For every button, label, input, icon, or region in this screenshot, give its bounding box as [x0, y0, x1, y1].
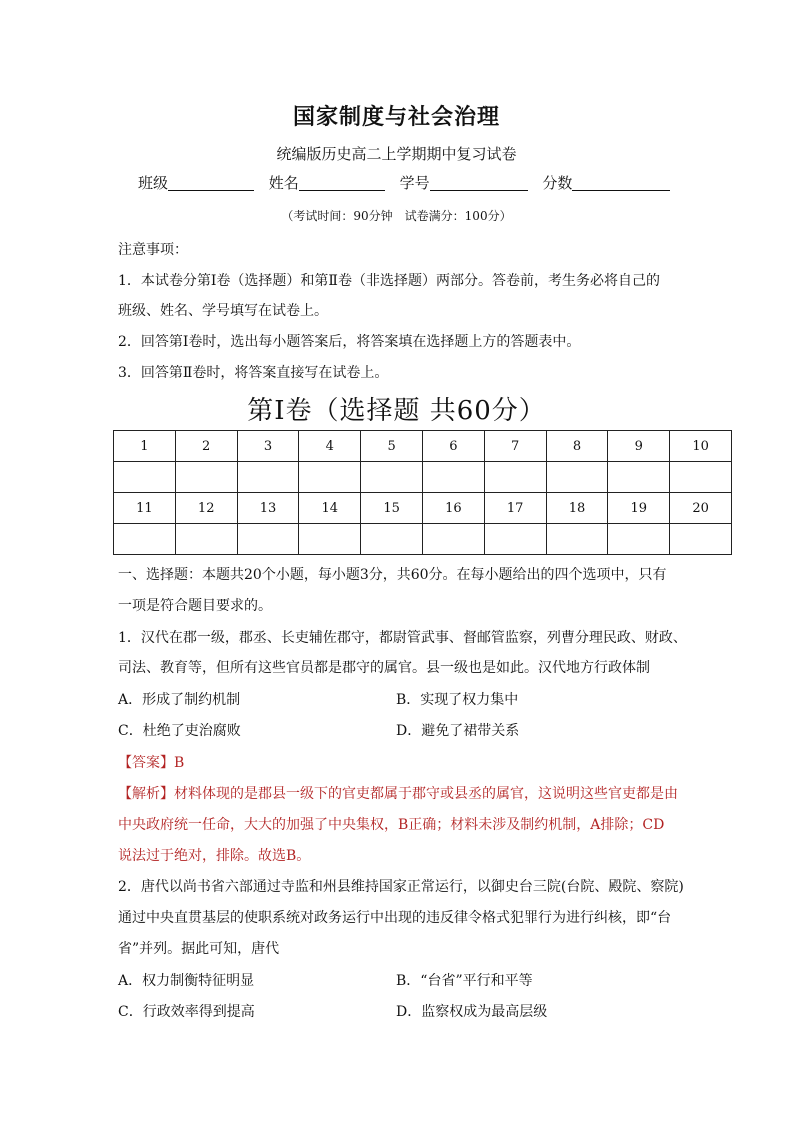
grid-number-cell: 18 [546, 493, 608, 524]
answer-cell[interactable] [299, 524, 361, 555]
notes-item-2: 2．回答第Ⅰ卷时，选出每小题答案后，将答案填在选择题上方的答题表中。 [118, 334, 581, 350]
answer-grid [113, 430, 732, 555]
grid-number-cell: 10 [670, 431, 732, 462]
grid-number-cell: 2 [175, 431, 237, 462]
grid-number-row-1 [114, 431, 732, 462]
question-2-option-d[interactable]: D．监察权成为最高层级 [396, 1004, 548, 1020]
answer-cell[interactable] [299, 462, 361, 493]
grid-number-cell: 14 [299, 493, 361, 524]
answer-cell[interactable] [114, 462, 176, 493]
question-1-option-c[interactable]: C．杜绝了吏治腐败 [118, 723, 241, 739]
grid-number-cell: 20 [670, 493, 732, 524]
student-info-row [138, 172, 680, 193]
answer-cell[interactable] [114, 524, 176, 555]
grid-number-cell: 16 [422, 493, 484, 524]
answer-cell[interactable] [484, 524, 546, 555]
answer-cell[interactable] [175, 462, 237, 493]
grid-number-cell: 15 [361, 493, 423, 524]
answer-cell[interactable] [422, 524, 484, 555]
instructions-line-2: 一项是符合题目要求的。 [118, 598, 272, 614]
question-2-line-3: 省”并列。据此可知，唐代 [118, 941, 280, 957]
question-1-analysis-line-1: 【解析】材料体现的是郡县一级下的官吏都属于郡守或县丞的属官，这说明这些官吏都是由 [118, 786, 678, 802]
question-1-line-1: 1．汉代在郡一级，郡丞、长吏辅佐郡守，都尉管武事、督邮管监察，列曹分理民政、财政、 [118, 630, 687, 646]
grid-number-row-2 [114, 493, 732, 524]
grid-number-cell: 5 [361, 431, 423, 462]
grid-number-cell: 6 [422, 431, 484, 462]
question-2-line-1: 2．唐代以尚书省六部通过寺监和州县维持国家正常运行，以御史台三院(台院、殿院、察院) [118, 879, 684, 895]
question-2-option-c[interactable]: C．行政效率得到提高 [118, 1004, 255, 1020]
grid-number-cell: 12 [175, 493, 237, 524]
score-blank[interactable] [572, 174, 670, 191]
exam-title: 国家制度与社会治理 [292, 104, 500, 130]
student-id-field[interactable] [400, 172, 528, 193]
question-1-line-2: 司法、教育等，但所有这些官员都是郡守的属官。县一级也是如此。汉代地方行政体制 [118, 660, 650, 676]
answer-cell[interactable] [608, 462, 670, 493]
answer-cell[interactable] [546, 524, 608, 555]
answer-cell[interactable] [237, 524, 299, 555]
answer-cell[interactable] [361, 524, 423, 555]
grid-number-cell: 1 [114, 431, 176, 462]
notes-heading: 注意事项： [118, 242, 188, 258]
answer-cell[interactable] [361, 462, 423, 493]
answer-cell[interactable] [546, 462, 608, 493]
grid-number-cell: 17 [484, 493, 546, 524]
question-1-analysis-line-3: 说法过于绝对，排除。故选B。 [118, 848, 311, 864]
exam-time-note: （考试时间：90分钟 试卷满分：100分） [281, 209, 512, 223]
name-blank[interactable] [299, 174, 385, 191]
answer-cell[interactable] [175, 524, 237, 555]
grid-number-cell: 8 [546, 431, 608, 462]
question-1-option-b[interactable]: B．实现了权力集中 [396, 692, 519, 708]
student-id-label: 学号 [399, 174, 430, 192]
exam-subtitle: 统编版历史高二上学期期中复习试卷 [276, 145, 517, 163]
question-2-option-a[interactable]: A．权力制衡特征明显 [118, 973, 255, 989]
grid-number-cell: 4 [299, 431, 361, 462]
grid-number-cell: 11 [114, 493, 176, 524]
grid-number-cell: 9 [608, 431, 670, 462]
answer-cell[interactable] [670, 462, 732, 493]
instructions-line-1: 一、选择题：本题共20个小题，每小题3分，共60分。在每小题给出的四个选项中，只有 [118, 567, 667, 583]
question-1-answer: 【答案】B [118, 755, 185, 771]
student-id-blank[interactable] [430, 174, 528, 191]
grid-answer-row-2 [114, 524, 732, 555]
answer-cell[interactable] [237, 462, 299, 493]
class-field[interactable] [138, 172, 254, 193]
question-1-option-a[interactable]: A．形成了制约机制 [118, 692, 241, 708]
question-1-option-d[interactable]: D．避免了裙带关系 [396, 723, 520, 739]
question-2-option-b[interactable]: B．“台省”平行和平等 [396, 973, 533, 989]
class-blank[interactable] [168, 174, 254, 191]
notes-item-1-line-2: 班级、姓名、学号填写在试卷上。 [118, 303, 328, 319]
score-field[interactable] [542, 172, 670, 193]
answer-cell[interactable] [422, 462, 484, 493]
score-label: 分数 [542, 174, 573, 192]
grid-number-cell: 13 [237, 493, 299, 524]
answer-cell[interactable] [484, 462, 546, 493]
grid-number-cell: 3 [237, 431, 299, 462]
grid-number-cell: 19 [608, 493, 670, 524]
answer-cell[interactable] [670, 524, 732, 555]
grid-number-cell: 7 [484, 431, 546, 462]
notes-item-3: 3．回答第Ⅱ卷时，将答案直接写在试卷上。 [118, 365, 389, 381]
name-label: 姓名 [268, 174, 299, 192]
notes-item-1-line-1: 1．本试卷分第Ⅰ卷（选择题）和第Ⅱ卷（非选择题）两部分。答卷前，考生务必将自己的 [118, 273, 660, 289]
grid-answer-row-1 [114, 462, 732, 493]
question-2-line-2: 通过中央直贯基层的使职系统对政务运行中出现的违反律令格式犯罪行为进行纠核，即“台 [118, 910, 672, 926]
question-1-analysis-line-2: 中央政府统一任命，大大的加强了中央集权，B正确；材料未涉及制约机制，A排除；CD [118, 817, 665, 833]
class-label: 班级 [138, 174, 169, 192]
answer-cell[interactable] [608, 524, 670, 555]
section-1-heading: 第Ⅰ卷（选择题 共60分） [247, 396, 546, 426]
name-field[interactable] [269, 172, 385, 193]
